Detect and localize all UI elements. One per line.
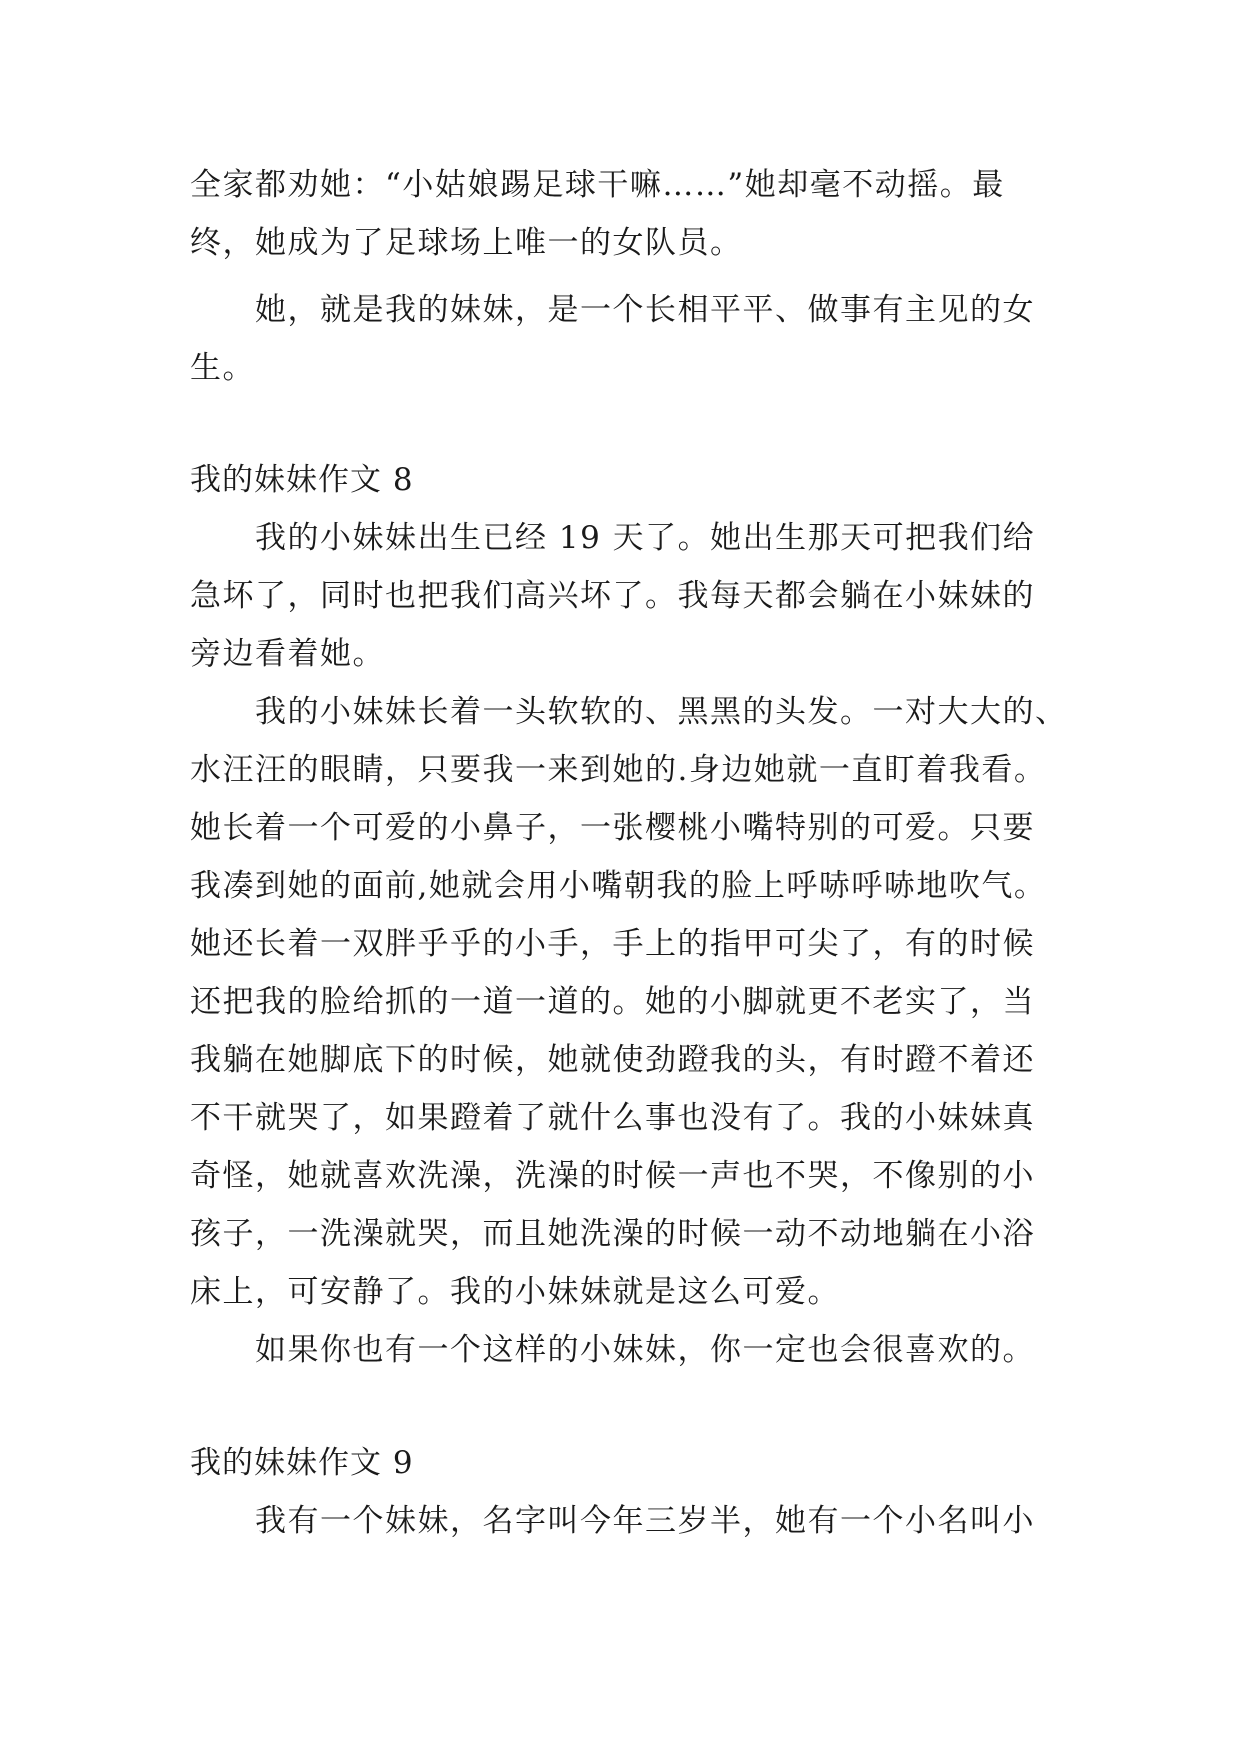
paragraph-line: 全家都劝她：“小姑娘踢足球干嘛……”她却毫不动摇。最 [190, 167, 1005, 203]
paragraph-line: 如果你也有一个这样的小妹妹，你一定也会很喜欢的。 [255, 1332, 1035, 1368]
paragraph-line: 终，她成为了足球场上唯一的女队员。 [190, 225, 743, 261]
paragraph-line: 她还长着一双胖乎乎的小手，手上的指甲可尖了，有的时候 [190, 926, 1035, 962]
paragraph-line: 我的小妹妹出生已经 19 天了。她出生那天可把我们给 [255, 520, 1036, 556]
paragraph-line: 我有一个妹妹，名字叫今年三岁半，她有一个小名叫小 [255, 1503, 1035, 1539]
paragraph-line: 她长着一个可爱的小鼻子，一张樱桃小嘴特别的可爱。只要 [190, 810, 1035, 846]
paragraph-line: 我的小妹妹长着一头软软的、黑黑的头发。一对大大的、 [255, 694, 1068, 730]
paragraph-line: 还把我的脸给抓的一道一道的。她的小脚就更不老实了，当 [190, 984, 1035, 1020]
paragraph-line: 奇怪，她就喜欢洗澡，洗澡的时候一声也不哭，不像别的小 [190, 1158, 1035, 1194]
paragraph-line: 床上，可安静了。我的小妹妹就是这么可爱。 [190, 1274, 840, 1310]
paragraph-line: 水汪汪的眼睛，只要我一来到她的.身边她就一直盯着我看。 [190, 752, 1047, 788]
paragraph-line: 她，就是我的妹妹，是一个长相平平、做事有主见的女 [255, 292, 1035, 328]
paragraph-line: 我躺在她脚底下的时候，她就使劲蹬我的头，有时蹬不着还 [190, 1042, 1035, 1078]
essay-heading-9: 我的妹妹作文 9 [190, 1445, 414, 1481]
paragraph-line: 我凑到她的面前,她就会用小嘴朝我的脸上呼哧呼哧地吹气。 [190, 868, 1047, 904]
essay-heading-8: 我的妹妹作文 8 [190, 462, 414, 498]
paragraph-line: 旁边看着她。 [190, 636, 385, 672]
paragraph-line: 生。 [190, 350, 255, 386]
paragraph-line: 孩子，一洗澡就哭，而且她洗澡的时候一动不动地躺在小浴 [190, 1216, 1035, 1252]
paragraph-line: 急坏了，同时也把我们高兴坏了。我每天都会躺在小妹妹的 [190, 578, 1035, 614]
paragraph-line: 不干就哭了，如果蹬着了就什么事也没有了。我的小妹妹真 [190, 1100, 1035, 1136]
